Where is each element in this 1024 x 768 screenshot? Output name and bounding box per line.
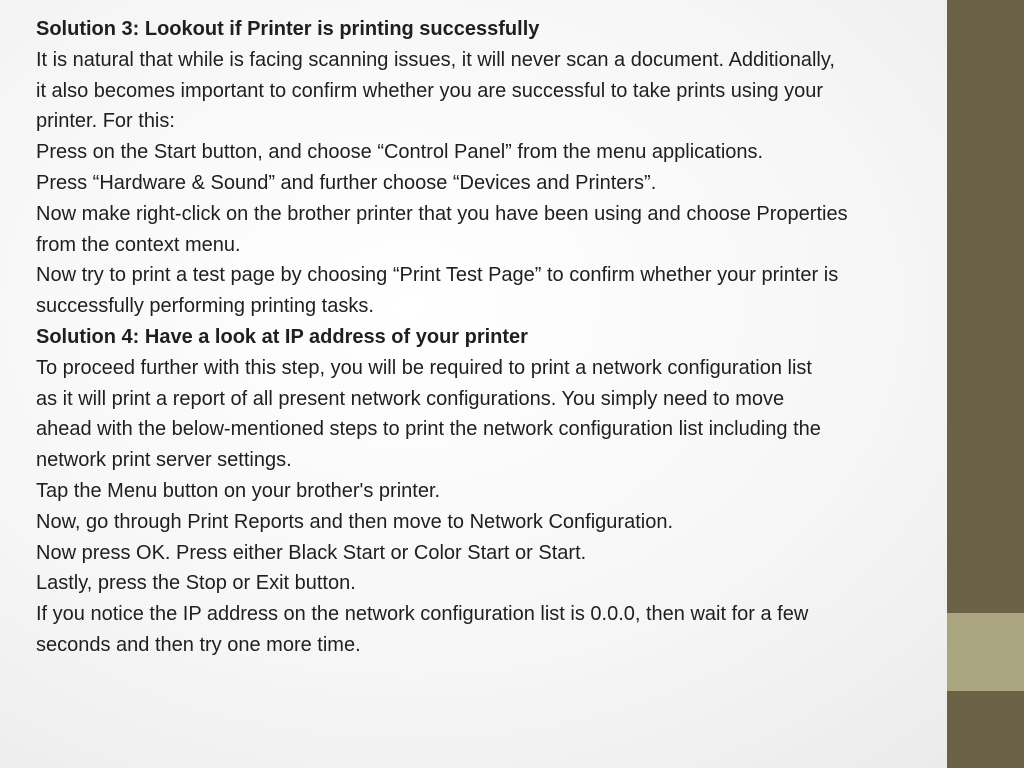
text-line: To proceed further with this step, you will be required to print a network configuration list <box>36 356 812 379</box>
text-line: Now try to print a test page by choosing “Print Test Page” to confirm whether your printer is <box>36 264 839 287</box>
text-line: from the context menu. <box>36 233 241 256</box>
text-line: Tap the Menu button on your brother's printer. <box>36 479 441 502</box>
text-line: Press on the Start button, and choose “Control Panel” from the menu applications. <box>36 141 764 164</box>
text-line: Now make right-click on the brother printer that you have been using and choose Properties <box>36 202 848 225</box>
text-line: Lastly, press the Stop or Exit button. <box>36 572 356 595</box>
text-line: successfully performing printing tasks. <box>36 295 374 318</box>
text-line: as it will print a report of all present network configurations. You simply need to move <box>36 387 785 410</box>
text-line: If you notice the IP address on the network configuration list is 0.0.0, then wait for a few <box>36 603 809 626</box>
text-line: network print server settings. <box>36 449 292 472</box>
text-line: It is natural that while is facing scanning issues, it will never scan a document. Additionally, <box>36 48 835 71</box>
slide-text-body <box>36 14 1011 661</box>
text-line: ahead with the below-mentioned steps to print the network configuration list including the <box>36 418 821 441</box>
text-line: Now, go through Print Reports and then move to Network Configuration. <box>36 510 674 533</box>
text-line: Now press OK. Press either Black Start or Color Start or Start. <box>36 541 587 564</box>
text-line: seconds and then try one more time. <box>36 633 361 656</box>
text-line: it also becomes important to confirm whether you are successful to take prints using your <box>36 79 824 102</box>
solution-3-heading: Solution 3: Lookout if Printer is printing successfully <box>36 18 540 40</box>
text-line: Press “Hardware & Sound” and further choose “Devices and Printers”. <box>36 171 657 194</box>
text-line: printer. For this: <box>36 110 175 133</box>
solution-4-heading: Solution 4: Have a look at IP address of your printer <box>36 325 528 348</box>
